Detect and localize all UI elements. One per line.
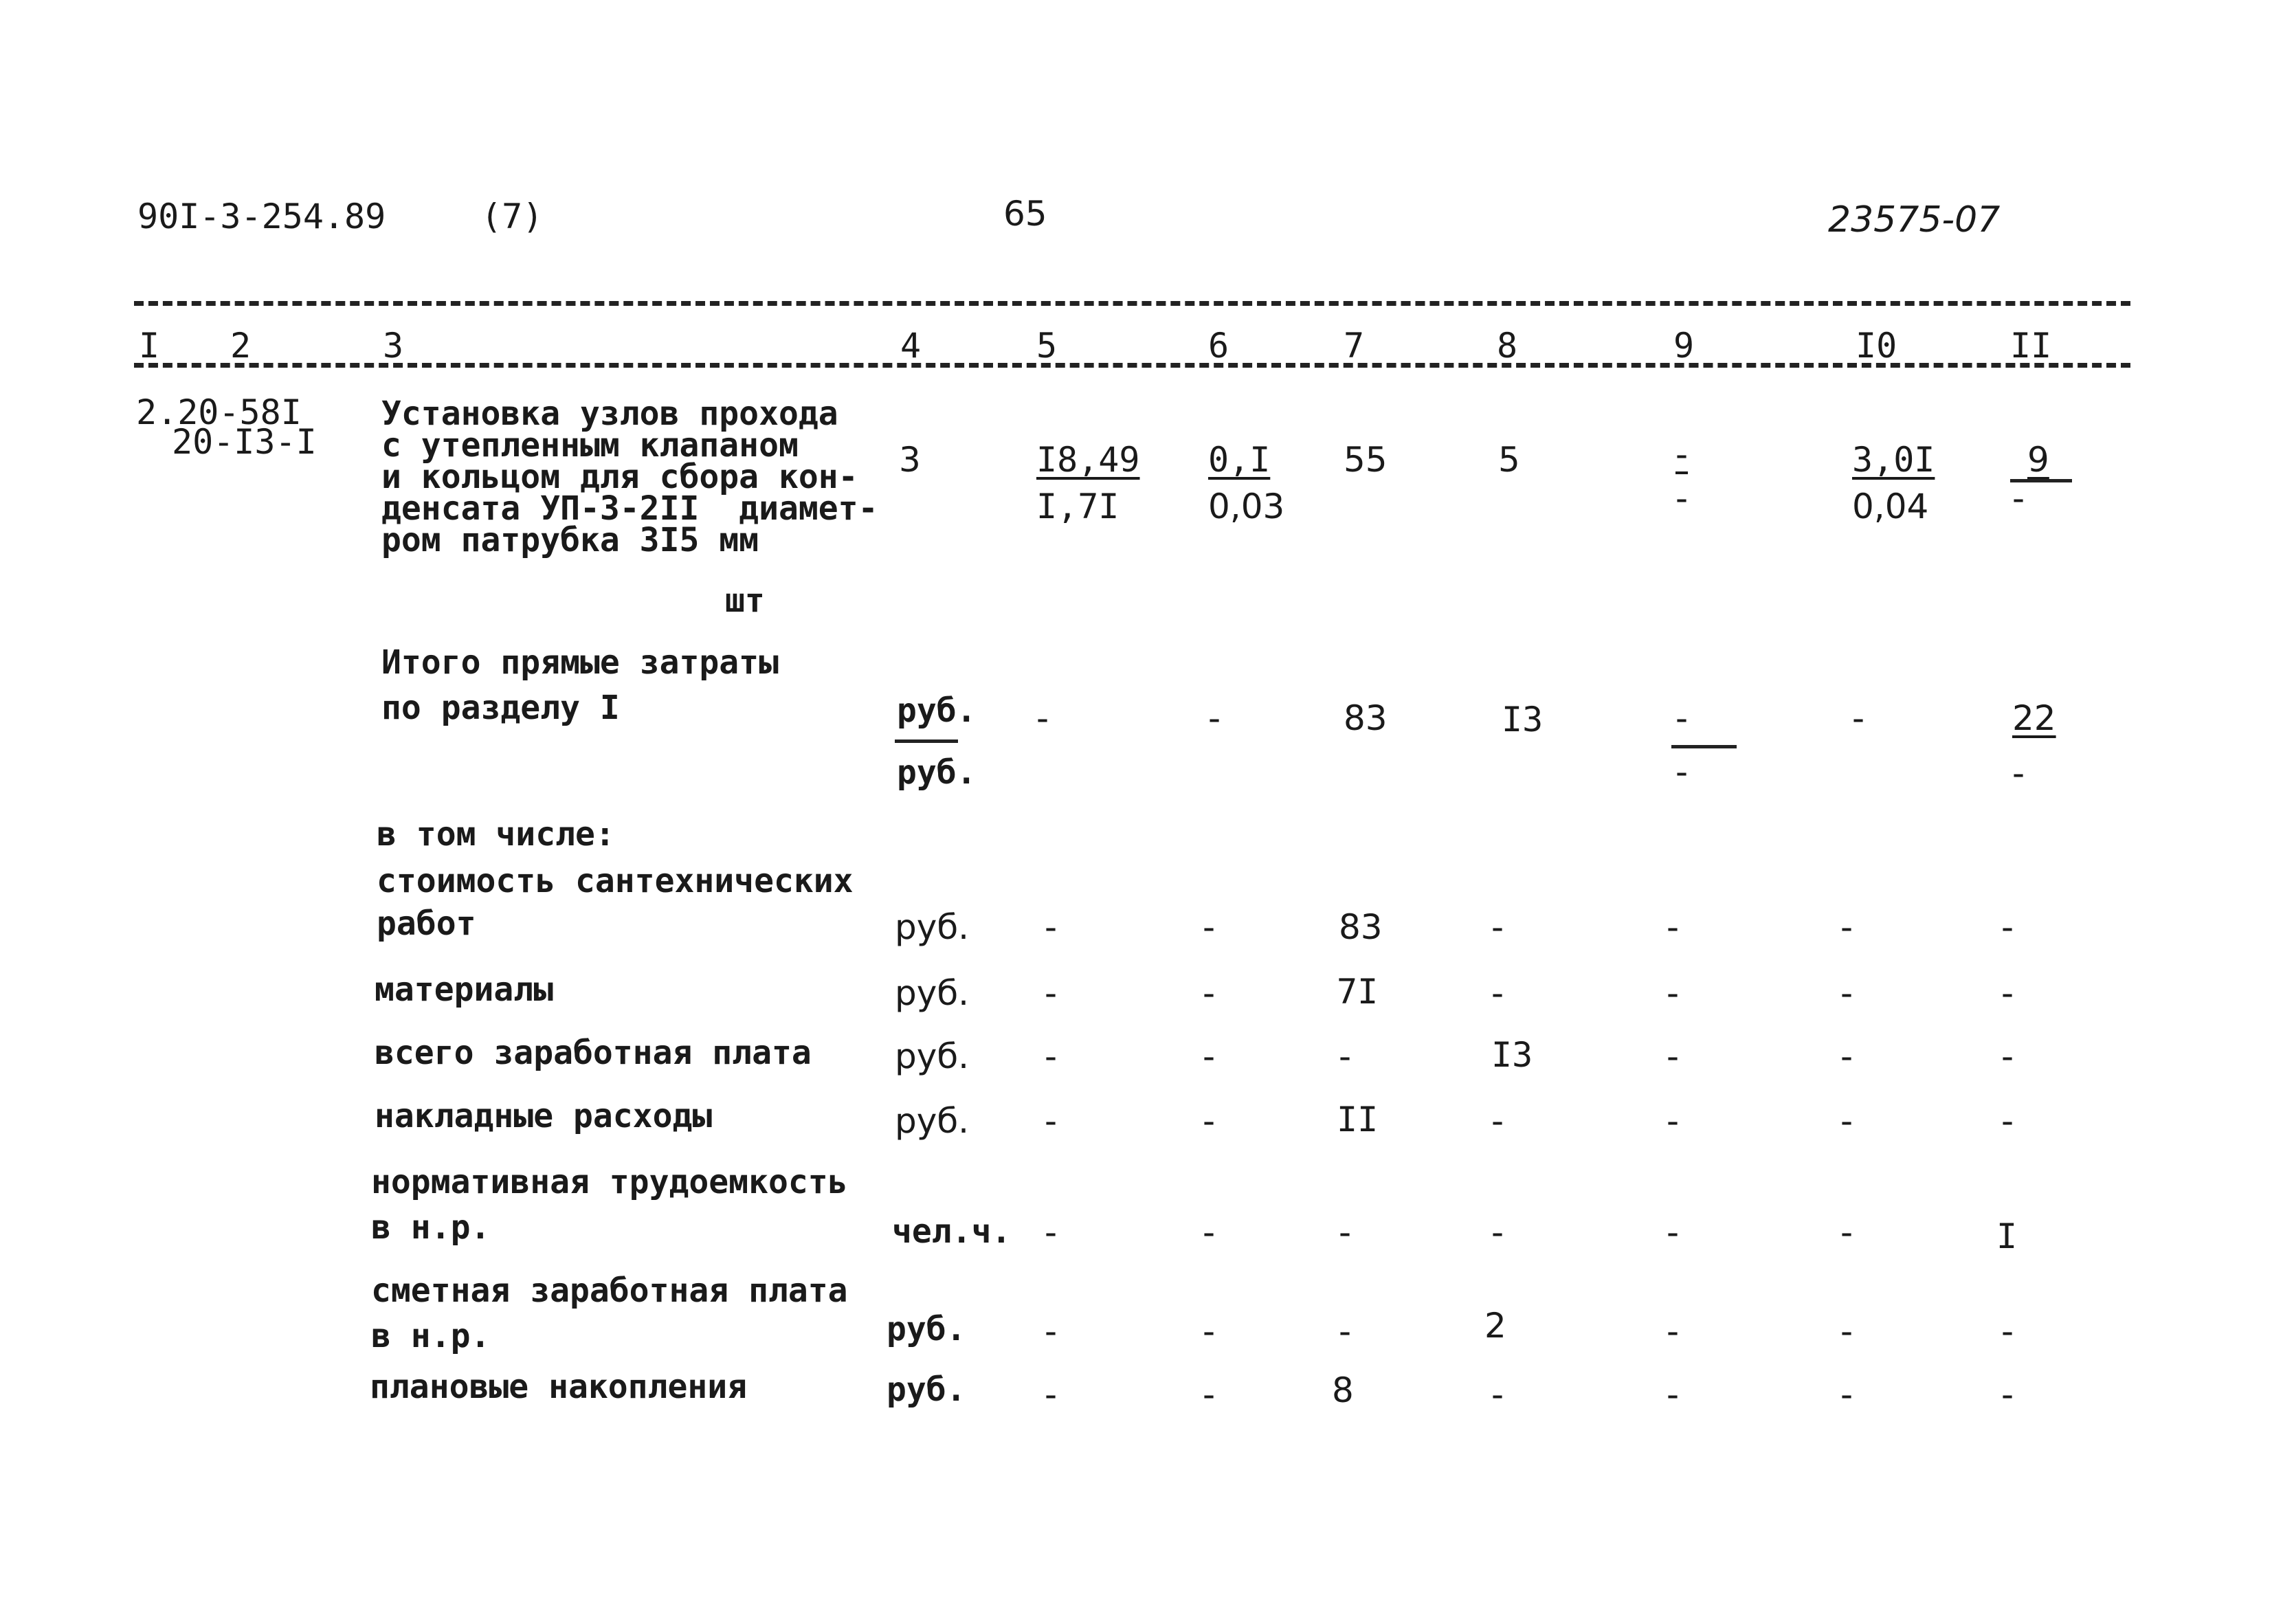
row-c8: - xyxy=(1491,1212,1504,1252)
row-label: стоимость сантехнических xyxy=(377,862,854,900)
doc-code: 90I-3-254.89 xyxy=(137,197,386,236)
row-c9: - xyxy=(1667,973,1680,1013)
row-c9: - xyxy=(1667,1101,1680,1141)
cell-c10-bottom: 0,04 xyxy=(1852,487,1929,526)
total-c9-bottom: - xyxy=(1675,752,1689,792)
cell-c9-bottom: - xyxy=(1675,478,1689,518)
cell-c11-top: 9 xyxy=(2027,440,2049,480)
row-c6: - xyxy=(1203,1375,1216,1414)
inventory-number: 23575-07 xyxy=(1828,199,2001,241)
column-number: 6 xyxy=(1208,326,1229,366)
row-label: накладные расходы xyxy=(375,1097,713,1135)
total-c11-bottom: - xyxy=(2012,753,2025,793)
row-c5: - xyxy=(1045,1101,1058,1141)
row-unit: руб. xyxy=(887,1310,966,1348)
row-c5: - xyxy=(1045,907,1058,947)
row-c6: - xyxy=(1203,1311,1216,1351)
row-c5: - xyxy=(1045,1375,1058,1414)
row-c8: - xyxy=(1491,1101,1504,1141)
row-unit: руб. xyxy=(895,1101,970,1141)
row-label: работ xyxy=(377,904,476,943)
row-c6: - xyxy=(1203,1101,1216,1141)
row-c8: 2 xyxy=(1484,1306,1506,1346)
row-label: всего заработная плата xyxy=(375,1034,812,1072)
column-number: 7 xyxy=(1344,326,1365,366)
item-description-line: и кольцом для сбора кон- xyxy=(381,458,858,496)
row-c10: - xyxy=(1840,1036,1853,1076)
row-unit: руб. xyxy=(895,907,970,947)
row-c5: - xyxy=(1045,1036,1058,1076)
row-c11: I xyxy=(1996,1216,2018,1256)
column-number: 4 xyxy=(900,326,922,366)
row-c6: - xyxy=(1203,1036,1216,1076)
total-unit-bar xyxy=(895,739,958,743)
row-unit: руб. xyxy=(895,1036,970,1076)
row-c7: 7I xyxy=(1337,972,1379,1012)
row-c10: - xyxy=(1840,1311,1853,1351)
row-c5: - xyxy=(1045,973,1058,1013)
total-c6: - xyxy=(1208,698,1221,738)
total-c9-bar xyxy=(1671,745,1737,748)
column-number: 5 xyxy=(1036,326,1058,366)
row-c11: - xyxy=(2001,973,2014,1013)
row-c9: - xyxy=(1667,907,1680,947)
item-unit: шт xyxy=(725,581,765,620)
item-quantity: 3 xyxy=(899,440,921,480)
row-c9: - xyxy=(1667,1036,1680,1076)
column-number: 2 xyxy=(230,326,252,366)
total-c9-top: - xyxy=(1675,698,1689,738)
page-number: 65 xyxy=(1003,194,1047,234)
row-unit: руб. xyxy=(887,1370,966,1409)
total-c11-top: 22 xyxy=(2012,698,2056,738)
row-c5: - xyxy=(1045,1311,1058,1351)
row-label: в н.р. xyxy=(371,1317,491,1355)
item-description-line: денсата УП-3-2II диамет- xyxy=(381,489,878,528)
item-description-line: с утепленным клапаном xyxy=(381,426,799,465)
table-top-rule xyxy=(134,301,2130,306)
total-label-line: Итого прямые затраты xyxy=(381,643,779,682)
item-code: 2.20-58I xyxy=(136,392,302,432)
row-c7: 83 xyxy=(1339,907,1383,947)
row-label: в н.р. xyxy=(371,1208,491,1247)
row-c6: - xyxy=(1203,907,1216,947)
column-number: I0 xyxy=(1856,326,1897,366)
total-c10: - xyxy=(1852,698,1865,738)
total-label-line: по разделу I xyxy=(381,689,620,727)
row-c5: - xyxy=(1045,1212,1058,1252)
total-unit-top: руб. xyxy=(897,691,977,730)
sheet-number: (7) xyxy=(481,197,544,236)
row-c10: - xyxy=(1840,973,1853,1013)
row-c11: - xyxy=(2001,1036,2014,1076)
row-c11: - xyxy=(2001,907,2014,947)
cell-c8: 5 xyxy=(1498,440,1520,480)
row-c7: - xyxy=(1339,1212,1352,1252)
cell-c5-bottom: I,7I xyxy=(1036,487,1120,526)
row-c10: - xyxy=(1840,907,1853,947)
cell-c5-top: I8,49 xyxy=(1036,440,1140,480)
row-c8: - xyxy=(1491,973,1504,1013)
column-header-rule xyxy=(134,363,2130,368)
row-c7: - xyxy=(1339,1311,1352,1351)
column-number: II xyxy=(2010,326,2052,366)
row-label: материалы xyxy=(375,970,554,1009)
row-unit: чел.ч. xyxy=(892,1212,1012,1251)
row-c7: II xyxy=(1337,1100,1379,1139)
column-number: I xyxy=(139,326,160,366)
row-label: нормативная трудоемкость xyxy=(371,1163,848,1201)
cell-c9-top: - xyxy=(1675,434,1689,474)
cell-c10-top: 3,0I xyxy=(1852,440,1935,480)
total-c8: I3 xyxy=(1502,700,1544,739)
column-number: 8 xyxy=(1497,326,1518,366)
row-c10: - xyxy=(1840,1101,1853,1141)
item-description-line: Установка узлов прохода xyxy=(381,394,838,433)
column-number: 9 xyxy=(1673,326,1695,366)
row-c6: - xyxy=(1203,1212,1216,1252)
row-c10: - xyxy=(1840,1375,1853,1414)
total-unit-bottom: руб. xyxy=(897,753,977,792)
cell-c11-bottom: - xyxy=(2012,478,2025,518)
total-c7: 83 xyxy=(1344,698,1388,738)
row-c9: - xyxy=(1667,1311,1680,1351)
row-c9: - xyxy=(1667,1375,1680,1414)
row-c11: - xyxy=(2001,1375,2014,1414)
cell-c7: 55 xyxy=(1344,440,1388,480)
item-code-secondary: 20-I3-I xyxy=(172,422,317,462)
row-c9: - xyxy=(1667,1212,1680,1252)
row-label: сметная заработная плата xyxy=(371,1271,848,1310)
cell-c6-bottom: 0,03 xyxy=(1208,487,1285,526)
row-c10: - xyxy=(1840,1212,1853,1252)
row-c6: - xyxy=(1203,973,1216,1013)
row-c8: - xyxy=(1491,1375,1504,1414)
item-description-line: ром патрубка 3I5 мм xyxy=(381,521,759,559)
including-label: в том числе: xyxy=(377,815,615,854)
row-unit: руб. xyxy=(895,973,970,1013)
row-c8: I3 xyxy=(1491,1035,1533,1075)
row-label: плановые накопления xyxy=(370,1368,748,1406)
column-number: 3 xyxy=(383,326,404,366)
row-c11: - xyxy=(2001,1101,2014,1141)
row-c11: - xyxy=(2001,1311,2014,1351)
row-c7: 8 xyxy=(1332,1370,1354,1410)
row-c8: - xyxy=(1491,907,1504,947)
row-c7: - xyxy=(1339,1036,1352,1076)
cell-c6-top: 0,I xyxy=(1208,440,1271,480)
total-c5: - xyxy=(1036,698,1049,738)
